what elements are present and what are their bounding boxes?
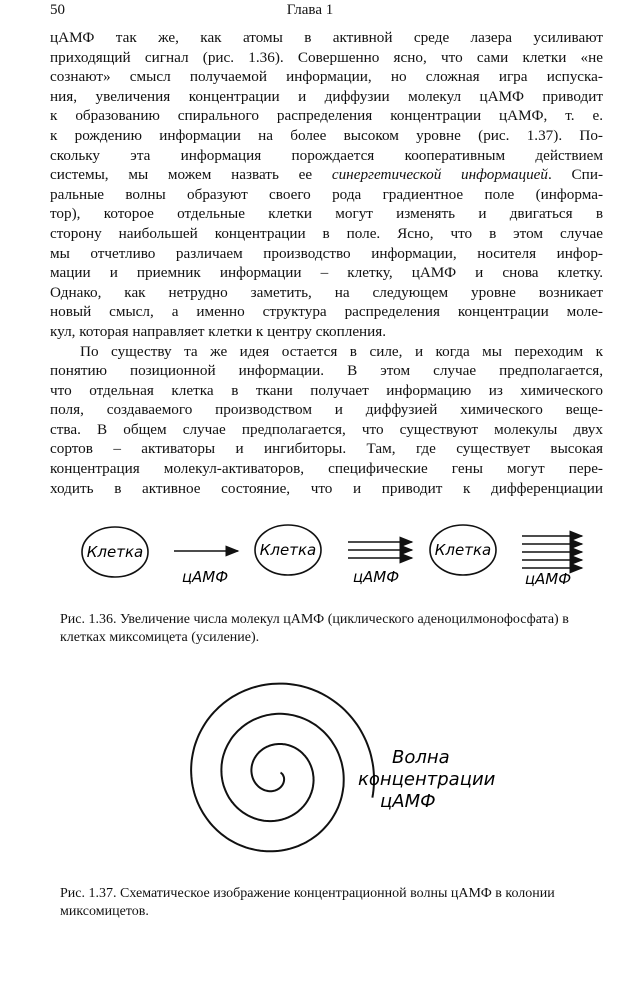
wave-label-line1: Волна xyxy=(392,747,450,768)
text-line: сознают» смысл получаемой информации, но сложная игра испуска- xyxy=(50,68,603,86)
figure-spiral-wave xyxy=(160,665,520,885)
text-line: приходящий сигнал (рис. 1.36). Совершенно ясно, что сами клетки «не xyxy=(50,48,603,66)
text-line: Однако, как нетрудно заметить, на следующем уровне возникает xyxy=(50,283,603,301)
figure-1-caption: Рис. 1.36. Увеличение числа молекул цАМФ (циклического аденоцилмонофосфата) в клетках миксомицета (усиление). xyxy=(60,612,569,645)
text-line: цАМФ так же, как атомы в активной среде лазера усиливают xyxy=(50,29,603,46)
wave-label-line2: концентрации xyxy=(358,769,496,790)
chapter-title: Глава 1 xyxy=(286,2,334,18)
text-line: мации и приемник информации – клетку, цАМФ и снова клетку. xyxy=(50,264,603,282)
text-line: к рождению информации на более высоком уровне (рис. 1.37). По- xyxy=(50,126,603,144)
wave-label-line3: цАМФ xyxy=(380,791,436,812)
cell-label: Клетка xyxy=(434,541,492,559)
text-line: ходить в активное состояние, что и приводит к дифференциации xyxy=(50,479,603,497)
spiral-wave xyxy=(191,684,374,852)
cell-label: Клетка xyxy=(86,543,144,561)
text-line: ния, увеличения концентрации и диффузии молекул цАМФ приводит xyxy=(50,87,603,105)
figure-cell-amplification xyxy=(60,520,600,600)
text-line: ральные волны образуют своего рода градиентное поле (информа- xyxy=(50,185,603,203)
page-number: 50 xyxy=(50,2,65,18)
text-line: мы отчетливо различаем производство информации, носителя инфор- xyxy=(50,244,603,262)
figure-2-caption: Рис. 1.37. Схематическое изображение концентрационной волны цАМФ в колонии миксомицетов. xyxy=(60,886,555,919)
text-line: скольку эта информация порождается кооперативным действием xyxy=(50,146,603,164)
text-line: тор), которое отдельные клетки могут изменять и двигаться в xyxy=(50,205,603,223)
text-line: сторону наибольшей концентрации в поле. Ясно, что в этом случае xyxy=(50,224,603,242)
text-line: ства. В общем случае предполагается, что существуют молекулы двух xyxy=(50,420,603,438)
text-line: кул, которая направляет клетки к центру скопления. xyxy=(50,322,387,340)
camp-label: цАМФ xyxy=(352,568,400,586)
cell-label: Клетка xyxy=(259,541,317,559)
text-line: что отдельная клетка в ткани получает информацию из химического xyxy=(50,381,603,399)
text-line-italic: системы, мы можем назвать ее синергетической информацией. Спи- xyxy=(50,166,603,184)
text-line: концентрация молекул-активаторов, специфические гены могут пере- xyxy=(50,460,603,478)
text-line: к образованию спирального распределения концентрации цАМФ, т. е. xyxy=(50,107,603,125)
camp-label: цАМФ xyxy=(181,568,229,586)
camp-label: цАМФ xyxy=(524,570,572,588)
text-line: поля, создаваемого производством и диффузией химического веще- xyxy=(50,401,603,419)
text-line: По существу та же идея остается в силе, и когда мы переходим к xyxy=(80,342,603,360)
italic-term: синергетической информацией xyxy=(331,166,549,184)
text-line: новый смысл, а именно структура распределения концентрации моле- xyxy=(50,303,603,321)
text-line: сортов – активаторы и ингибиторы. Там, где существует высокая xyxy=(50,440,603,458)
page-header xyxy=(50,2,570,24)
body-text xyxy=(50,28,603,498)
text-line: понятию позиционной информации. В этом случае предполагается, xyxy=(50,362,603,380)
